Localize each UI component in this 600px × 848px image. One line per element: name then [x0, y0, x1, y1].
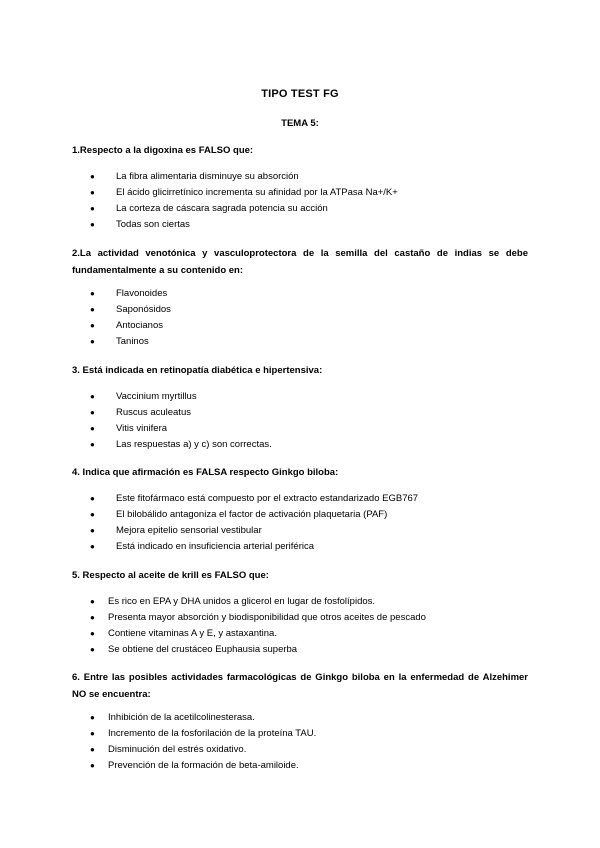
- q1-option: ● La fibra alimentaria disminuye su absorción: [90, 171, 299, 182]
- q2-option: ● Saponósidos: [90, 304, 171, 315]
- question-6: 6. Entre las posibles actividades farmacológicas de Ginkgo biloba en la enfermedad de Alzehimer NO se encuentra:: [72, 672, 528, 700]
- bullet-icon: ●: [90, 745, 95, 754]
- q5-option: ● Presenta mayor absorción y biodisponibilidad que otros aceites de pescado: [90, 612, 426, 623]
- q6-option: ● Prevención de la formación de beta-amiloide.: [90, 760, 299, 771]
- bullet-icon: ●: [90, 526, 95, 535]
- question-4: 4. Indica que afirmación es FALSA respecto Ginkgo biloba:: [72, 467, 339, 478]
- bullet-icon: ●: [90, 729, 95, 738]
- document-title: TIPO TEST FG: [261, 88, 339, 100]
- q3-option: ● Vitis vinifera: [90, 423, 168, 434]
- question-3: 3. Está indicada en retinopatía diabética e hipertensiva:: [72, 365, 323, 376]
- bullet-icon: ●: [90, 510, 95, 519]
- q2-option: ● Flavonoides: [90, 288, 168, 299]
- bullet-icon: ●: [90, 337, 95, 346]
- bullet-icon: ●: [90, 542, 95, 551]
- q5-option: ● Se obtiene del crustáceo Euphausia superba: [90, 644, 298, 655]
- bullet-icon: ●: [90, 713, 95, 722]
- bullet-icon: ●: [90, 188, 95, 197]
- q5-option: ● Es rico en EPA y DHA unidos a glicerol en lugar de fosfolípidos.: [90, 596, 376, 607]
- bullet-icon: ●: [90, 597, 95, 606]
- q2-option: ● Antocianos: [90, 320, 164, 331]
- q4-option: ● Mejora epitelio sensorial vestibular: [90, 525, 262, 536]
- bullet-icon: ●: [90, 440, 95, 449]
- bullet-icon: ●: [90, 424, 95, 433]
- bullet-icon: ●: [90, 408, 95, 417]
- bullet-icon: ●: [90, 305, 95, 314]
- q3-option: ● Vaccinium myrtillus: [90, 391, 197, 402]
- bullet-icon: ●: [90, 204, 95, 213]
- bullet-icon: ●: [90, 321, 95, 330]
- bullet-icon: ●: [90, 220, 95, 229]
- bullet-icon: ●: [90, 392, 95, 401]
- q4-option: ● Este fitofármaco está compuesto por el extracto estandarizado EGB767: [90, 493, 419, 504]
- q4-option: ● Está indicado en insuficiencia arterial periférica: [90, 541, 315, 552]
- q2-option: ● Taninos: [90, 336, 149, 347]
- q1-option: ● Todas son ciertas: [90, 219, 190, 230]
- bullet-icon: ●: [90, 761, 95, 770]
- q4-option: ● El bilobálido antagoniza el factor de activación plaquetaria (PAF): [90, 509, 388, 520]
- question-2: 2.La actividad venotónica y vasculoprotectora de la semilla del castaño de indias se debe fundamentalmente a su contenido en:: [72, 248, 528, 276]
- question-1: 1.Respecto a la digoxina es FALSO que:: [72, 145, 254, 156]
- section-subtitle: TEMA 5:: [281, 118, 319, 129]
- bullet-icon: ●: [90, 645, 95, 654]
- bullet-icon: ●: [90, 613, 95, 622]
- q3-option: ● Las respuestas a) y c) son correctas.: [90, 439, 272, 450]
- bullet-icon: ●: [90, 494, 95, 503]
- bullet-icon: ●: [90, 289, 95, 298]
- q1-option: ● La corteza de cáscara sagrada potencia su acción: [90, 203, 328, 214]
- q6-option: ● Disminución del estrés oxidativo.: [90, 744, 247, 755]
- q5-option: ● Contiene vitaminas A y E, y astaxantina.: [90, 628, 277, 639]
- question-5: 5. Respecto al aceite de krill es FALSO que:: [72, 570, 269, 581]
- bullet-icon: ●: [90, 172, 95, 181]
- q6-option: ● Inhibición de la acetilcolinesterasa.: [90, 712, 255, 723]
- q3-option: ● Ruscus aculeatus: [90, 407, 191, 418]
- bullet-icon: ●: [90, 629, 95, 638]
- q6-option: ● Incremento de la fosforilación de la proteína TAU.: [90, 728, 317, 739]
- q1-option: ● El ácido glicirretínico incrementa su afinidad por la ATPasa Na+/K+: [90, 187, 398, 198]
